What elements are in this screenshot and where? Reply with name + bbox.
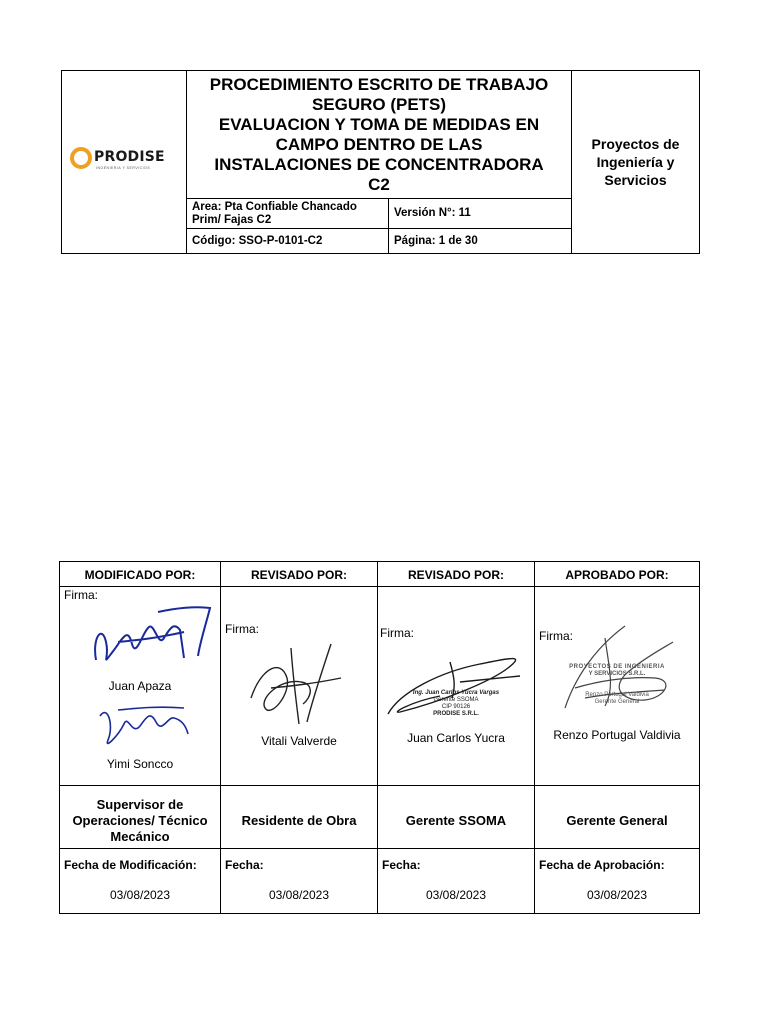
modified-by-column — [60, 562, 221, 913]
reviewed-by-column — [221, 562, 378, 913]
firma-label: Firma: — [539, 629, 573, 643]
approved-by-column — [535, 562, 699, 913]
area-cell: Area: Pta Confiable Chancado Prim/ Fajas C2 — [187, 199, 389, 229]
fecha-label: Fecha de Modificación: — [64, 858, 197, 872]
fecha-value: 03/08/2023 — [425, 888, 487, 902]
signer-name: Renzo Portugal Valdivia — [553, 728, 681, 742]
firma-label: Firma: — [380, 626, 414, 640]
logo-cell — [62, 71, 187, 253]
reviewed-by-ssoma-column — [378, 562, 535, 913]
document-title: PROCEDIMIENTO ESCRITO DE TRABAJO SEGURO (PETS) EVALUACION Y TOMA DE MEDIDAS EN CAMPO DENTRO DE LAS INSTALACIONES DE CONCENTRADORA C2 — [209, 74, 549, 194]
signature-renzo-portugal — [545, 618, 685, 718]
column-header: REVISADO POR: — [407, 567, 504, 582]
document-header-table — [61, 70, 700, 254]
codigo-cell: Código: SSO-P-0101-C2 — [187, 229, 389, 253]
firma-label: Firma: — [64, 588, 98, 602]
fecha-label: Fecha: — [225, 858, 264, 872]
signature-vitali-valverde — [241, 638, 361, 728]
signature-stamp: Ing. Juan Carlos Yucra Vargas Gerente SSOMA CIP 90126 PRODISE S.R.L. — [412, 690, 500, 717]
fecha-value: 03/08/2023 — [109, 888, 171, 902]
logo-subtext: INGENIERIA Y SERVICIOS — [96, 166, 151, 170]
role-title: Residente de Obra — [241, 813, 357, 828]
prodise-logo — [70, 145, 182, 173]
fecha-label: Fecha: — [382, 858, 421, 872]
pagina-cell: Página: 1 de 30 — [389, 229, 572, 253]
column-header: MODIFICADO POR: — [84, 567, 196, 582]
role-title: Supervisor de Operaciones/ Técnico Mecánico — [72, 797, 208, 844]
signer-name: Vitali Valverde — [261, 734, 337, 748]
signature-juan-apaza — [88, 598, 216, 678]
signature-yimi-soncco — [94, 696, 194, 754]
column-header: APROBADO POR: — [565, 567, 669, 582]
fecha-value: 03/08/2023 — [586, 888, 648, 902]
logo-wordmark: PRODISE — [94, 149, 165, 165]
role-title: Gerente SSOMA — [405, 813, 507, 828]
version-cell: Versión N°: 11 — [389, 199, 572, 229]
company-stamp: PROYECTOS DE INGENIERIA Y SERVICIOS S.R.L. Renzo Portugal Valdivia Gerente General — [569, 664, 665, 705]
company-name: Proyectos de Ingeniería y Servicios — [591, 136, 680, 188]
column-header: REVISADO POR: — [250, 567, 347, 582]
role-title: Gerente General — [566, 813, 668, 828]
signer-name: Yimi Soncco — [106, 757, 174, 771]
signer-name: Juan Carlos Yucra — [407, 731, 505, 745]
signer-name: Juan Apaza — [108, 679, 172, 693]
firma-label: Firma: — [225, 622, 259, 636]
approval-table — [59, 561, 700, 914]
logo-ring-icon — [70, 147, 92, 169]
document-title-cell — [187, 71, 572, 199]
fecha-label: Fecha de Aprobación: — [539, 858, 665, 872]
company-cell — [572, 71, 699, 253]
fecha-value: 03/08/2023 — [268, 888, 330, 902]
